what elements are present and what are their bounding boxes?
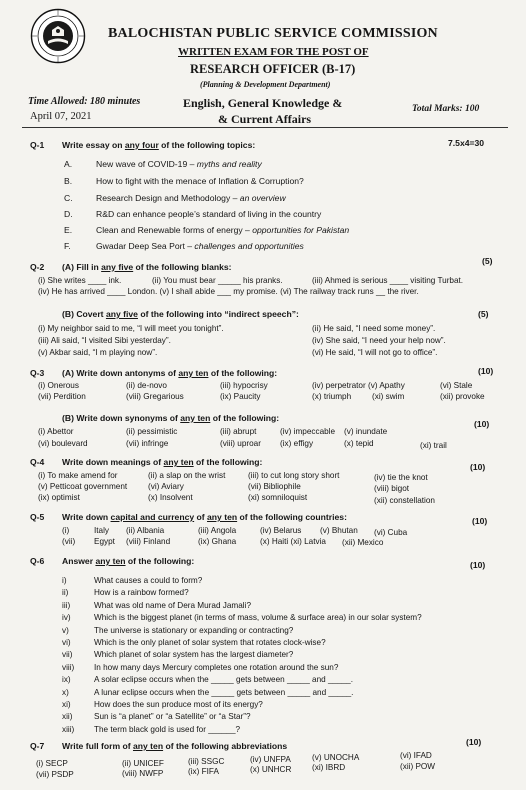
q6-item-text: Which is the only planet of solar system that rotates clock-wise? — [94, 638, 326, 647]
q5-country-6: (vi) Cuba — [374, 528, 408, 537]
q7-abbr-10: (x) UNHCR — [250, 765, 292, 774]
q5-country-8: (viii) Finland — [126, 537, 171, 546]
q4-idiom-2: (ii) a slap on the wrist — [148, 471, 226, 480]
q5-country-5: (v) Bhutan — [320, 526, 358, 535]
q6-item-text: The universe is stationary or expanding or contracting? — [94, 625, 294, 635]
q4-idiom-4: (iv) tie the knot — [374, 473, 428, 482]
q7-abbr-6: (vi) IFAD — [400, 751, 432, 760]
q1-letter-b: B. — [64, 176, 73, 186]
q7-marks: (10) — [466, 737, 482, 747]
q7-instruction: Write full form of any ten of the following abbreviations — [62, 741, 288, 751]
organization-name: BALOCHISTAN PUBLIC SERVICE COMMISSION — [108, 26, 438, 41]
q6-item-text: How is a rainbow formed? — [94, 588, 189, 598]
q3a-word-6: (vi) Stale — [440, 381, 473, 390]
subject-line-2: & Current Affairs — [218, 112, 312, 126]
q6-item-number: v) — [62, 625, 69, 635]
q2b-sentence-5: (v) Akbar said, “I m playing now”. — [38, 348, 158, 357]
q3b-word-6: (vi) boulevard — [38, 439, 88, 448]
q2b-sentence-2: (ii) He said, “I need some money”. — [312, 324, 436, 333]
q7-abbr-3: (iii) SSGC — [188, 757, 225, 766]
q5-country-10-11: (x) Haiti (xi) Latvia — [260, 537, 326, 546]
q5-marks: (10) — [472, 516, 488, 526]
q2b-sentence-3: (iii) Ali said, “I visited Sibi yesterday”. — [38, 336, 171, 345]
q3a-word-12: (xii) provoke — [440, 392, 485, 401]
q5-num-7: (vii) — [62, 537, 76, 546]
q5-country-2: (ii) Albania — [126, 526, 165, 535]
q6-item-text: What was old name of Dera Murad Jamali? — [94, 600, 251, 610]
q5-country-12: (xii) Mexico — [342, 538, 384, 547]
q6-item-text: Which planet of solar system has the largest diameter? — [94, 650, 294, 660]
bpsc-seal-logo — [30, 8, 86, 64]
q6-item-number: iv) — [62, 613, 71, 623]
q6-item-number: vii) — [62, 650, 73, 660]
department: (Planning & Development Department) — [200, 80, 331, 89]
q5-country-7: Egypt — [94, 537, 115, 546]
q2a-marks: (5) — [482, 256, 493, 266]
q4-idiom-8: (viii) bigot — [374, 484, 410, 493]
q4-idiom-9: (ix) optimist — [38, 493, 80, 502]
q1-item-d: R&D can enhance people’s standard of living in the country — [96, 209, 322, 219]
q6-item-text: How does the sun produce most of its energy? — [94, 700, 263, 709]
q6-item-text: What causes a could to form? — [94, 576, 203, 585]
q5-country-4: (iv) Belarus — [260, 526, 302, 535]
q2b-sentence-4: (iv) She said, “I need your help now”. — [312, 336, 446, 345]
q1-item-f: Gwadar Deep Sea Port – challenges and opportunities — [96, 241, 304, 251]
q4-idiom-11: (xi) somniloquist — [248, 493, 308, 502]
q7-abbr-1: (i) SECP — [36, 759, 68, 768]
q6-item-number: iii) — [62, 600, 71, 610]
q2b-sentence-1: (i) My neighbor said to me, “I will meet you tonight”. — [38, 324, 224, 333]
q3b-marks: (10) — [474, 419, 490, 429]
q3a-marks: (10) — [478, 366, 494, 376]
q4-idiom-3: (iii) to cut long story short — [248, 471, 340, 480]
q3a-word-1: (i) Onerous — [38, 381, 79, 390]
q7-abbr-4: (iv) UNFPA — [250, 755, 291, 764]
post-title: RESEARCH OFFICER (B-17) — [190, 62, 356, 76]
q6-instruction: Answer any ten of the following: — [62, 556, 195, 566]
q3b-word-3: (iii) abrupt — [220, 427, 257, 436]
q6-number: Q-6 — [30, 556, 45, 566]
q3b-word-1: (i) Abettor — [38, 427, 74, 436]
q6-item-number: vi) — [62, 638, 71, 647]
q6-item-number: i) — [62, 576, 67, 585]
q2a-blank-2: (ii) You must bear _____ his pranks. — [152, 276, 283, 285]
q1-item-b: How to fight with the menace of Inflation & Corruption? — [96, 176, 304, 186]
q5-country-1: Italy — [94, 526, 110, 535]
q4-idiom-5: (v) Petticoat government — [38, 482, 128, 491]
q1-letter-e: E. — [64, 225, 73, 235]
q6-item-text: A solar eclipse occurs when the _____ gets between _____ and _____. — [94, 675, 354, 685]
q1-marks: 7.5x4=30 — [448, 138, 485, 148]
q6-item-number: ix) — [62, 675, 71, 685]
q5-country-3: (iii) Angola — [198, 526, 237, 535]
q7-abbr-12: (xii) POW — [400, 762, 436, 771]
exam-date: April 07, 2021 — [30, 111, 92, 122]
time-allowed: Time Allowed: 180 minutes — [28, 96, 141, 107]
total-marks: Total Marks: 100 — [412, 104, 480, 114]
q5-country-9: (ix) Ghana — [198, 537, 237, 546]
q2b-sentence-6: (vi) He said, “I will not go to office”. — [312, 348, 438, 357]
q5-instruction: Write down capital and currency of any ten of the following countries: — [62, 512, 347, 522]
q3b-word-2: (ii) pessimistic — [126, 427, 178, 436]
q3b-word-9: (ix) effigy — [280, 439, 314, 448]
q4-number: Q-4 — [30, 457, 45, 467]
q6-item-number: ii) — [62, 588, 69, 598]
q3a-word-9: (ix) Paucity — [220, 392, 261, 401]
q1-item-c: Research Design and Methodology – an overview — [96, 193, 286, 203]
q3a-word-8: (viii) Gregarious — [126, 392, 184, 401]
q3a-word-7: (vii) Perdition — [38, 392, 86, 401]
q3a-instruction: (A) Write down antonyms of any ten of the following: — [62, 368, 278, 378]
q4-instruction: Write down meanings of any ten of the following: — [62, 457, 263, 467]
q3b-word-7: (vii) infringe — [126, 439, 169, 448]
q1-instruction: Write essay on any four of the following topics: — [62, 140, 256, 150]
q2-number: Q-2 — [30, 262, 45, 272]
q7-abbr-8: (viii) NWFP — [122, 769, 164, 778]
q3b-word-5: (v) inundate — [344, 427, 388, 436]
q1-item-a: New wave of COVID-19 – myths and reality — [96, 159, 262, 169]
exam-for-line: WRITTEN EXAM FOR THE POST OF — [178, 46, 369, 58]
subject-line-1: English, General Knowledge & — [183, 96, 343, 110]
q4-idiom-7: (vii) Bibliophile — [248, 482, 301, 491]
q1-item-e: Clean and Renewable forms of energy – opportunities for Pakistan — [96, 225, 350, 235]
q6-item-number: xiii) — [62, 724, 75, 734]
q2a-blanks-line-2: (iv) He has arrived ____ London. (v) I shall abide ___ my promise. (vi) The railway track runs __ the river. — [38, 287, 419, 296]
q7-number: Q-7 — [30, 741, 45, 751]
q2a-blank-3: (iii) Ahmed is serious ____ visiting Turbat. — [312, 276, 464, 285]
q6-item-text: Which is the biggest planet (in terms of mass, volume & surface area) in our solar system? — [94, 613, 422, 623]
q5-number: Q-5 — [30, 512, 45, 522]
q2a-blank-1: (i) She writes ____ ink. — [38, 276, 122, 285]
q1-number: Q-1 — [30, 140, 45, 150]
q3-number: Q-3 — [30, 368, 45, 378]
q3b-instruction: (B) Write down synonyms of any ten of the following: — [62, 413, 280, 423]
q6-item-text: Sun is “a planet” or “a Satellite” or “a Star”? — [94, 712, 251, 722]
q7-abbr-7: (vii) PSDP — [36, 770, 74, 779]
q6-item-text: In how many days Mercury completes one rotation around the sun? — [94, 662, 339, 672]
q3a-word-2: (ii) de-novo — [126, 381, 167, 390]
q3b-word-8: (viii) uproar — [220, 439, 261, 448]
q7-abbr-5: (v) UNOCHA — [312, 753, 360, 762]
q6-item-number: x) — [62, 687, 69, 697]
q7-abbr-2: (ii) UNICEF — [122, 759, 164, 768]
q4-idiom-1: (i) To make amend for — [38, 471, 118, 480]
q1-letter-f: F. — [64, 241, 71, 251]
q4-idiom-6: (vi) Aviary — [148, 482, 184, 491]
q3a-word-11: (xi) swim — [372, 392, 405, 401]
q3a-word-10: (x) triumph — [312, 392, 352, 401]
q6-item-number: viii) — [62, 662, 75, 672]
q3b-word-11: (xi) trail — [420, 441, 447, 450]
q1-letter-a: A. — [64, 159, 73, 169]
q3b-word-4: (iv) impeccable — [280, 427, 336, 436]
q1-letter-d: D. — [64, 209, 73, 219]
q2a-instruction: (A) Fill in any five of the following blanks: — [62, 262, 232, 272]
q4-marks: (10) — [470, 462, 486, 472]
q1-letter-c: C. — [64, 193, 73, 203]
q6-item-text: The term black gold is used for ______? — [94, 724, 241, 734]
q2b-marks: (5) — [478, 309, 489, 319]
q3b-word-10: (x) tepid — [344, 439, 374, 448]
q7-abbr-11: (xi) IBRD — [312, 763, 346, 772]
q4-idiom-10: (x) Insolvent — [148, 493, 193, 502]
q7-abbr-9: (ix) FIFA — [188, 767, 219, 776]
q5-num-1: (i) — [62, 526, 70, 535]
q6-item-number: xii) — [62, 712, 73, 722]
q2b-instruction: (B) Covert any five of the following into “indirect speech”: — [62, 309, 299, 319]
q6-marks: (10) — [470, 560, 486, 570]
header-divider — [22, 127, 508, 128]
q6-item-number: xi) — [62, 700, 71, 709]
q3a-word-4-5: (iv) perpetrator (v) Apathy — [312, 381, 405, 390]
q6-item-text: A lunar eclipse occurs when the _____ gets between _____ and _____. — [94, 687, 354, 697]
q4-idiom-12: (xii) constellation — [374, 496, 435, 505]
q3a-word-3: (iii) hypocrisy — [220, 381, 268, 390]
